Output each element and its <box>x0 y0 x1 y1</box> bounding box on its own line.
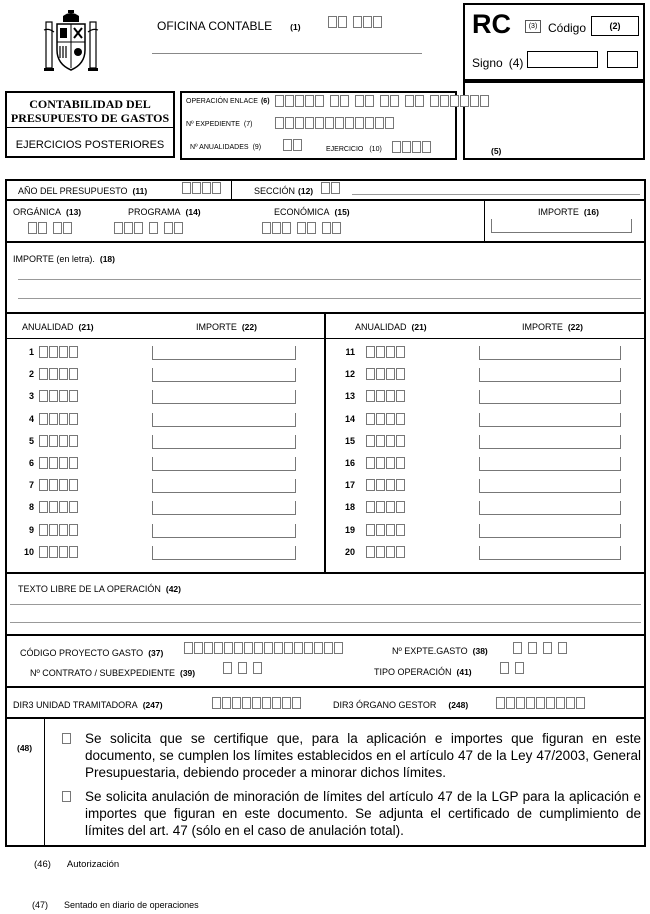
anualidad-cells[interactable] <box>39 546 79 558</box>
anualidad-cells[interactable] <box>366 390 406 402</box>
importe-row-field[interactable] <box>152 346 296 360</box>
coat-of-arms-logo <box>42 10 100 74</box>
importe-row-field[interactable] <box>479 546 621 560</box>
row-number: 14 <box>344 414 355 424</box>
contrato-cells[interactable] <box>223 662 263 674</box>
importe-letra-line-2[interactable] <box>18 298 641 299</box>
anualidad-cells[interactable] <box>39 368 79 380</box>
request-option-1-checkbox[interactable] <box>62 733 71 744</box>
importe-row-field[interactable] <box>479 479 621 493</box>
row-number: 19 <box>344 525 355 535</box>
requests-num: (48) <box>17 743 33 753</box>
annuities-center-divider <box>324 313 326 572</box>
importe-row-field[interactable] <box>479 413 621 427</box>
programa-cells[interactable] <box>114 222 184 234</box>
importe-left-header: IMPORTE (22) <box>196 322 257 332</box>
row-number: 8 <box>28 502 34 512</box>
request-option-1-text: Se solicita que se certifique que, para la aplicación e importes que figuran en este documento, se cumplen los límites establecidos en el artículo 47 de la Ley 47/2003, General Presupuestaria, debiendo proceder a minorar dichos límites. <box>85 731 641 780</box>
requests-divider <box>44 719 45 847</box>
anualidad-cells[interactable] <box>39 479 79 491</box>
autorizacion-row: (46) Autorización <box>34 859 120 870</box>
anualidad-cells[interactable] <box>366 546 406 558</box>
anio-presupuesto-label: AÑO DEL PRESUPUESTO (11) <box>18 186 148 196</box>
anio-presupuesto-cells[interactable] <box>182 182 222 194</box>
expediente-cells[interactable] <box>275 117 395 129</box>
oficina-signature-line <box>152 53 422 54</box>
contrato-label: Nº CONTRATO / SUBEXPEDIENTE (39) <box>30 668 196 678</box>
importe-row-field[interactable] <box>152 413 296 427</box>
row-number: 20 <box>344 547 355 557</box>
row-number: 11 <box>345 347 355 357</box>
anualidad-left-header: ANUALIDAD (21) <box>22 322 94 332</box>
anualidad-cells[interactable] <box>366 368 406 380</box>
anualidad-cells[interactable] <box>39 457 79 469</box>
proyecto-gasto-cells[interactable] <box>184 642 344 654</box>
row-divider-1 <box>5 199 646 201</box>
row-number: 10 <box>23 547 34 557</box>
request-option-2-checkbox[interactable] <box>62 791 71 802</box>
anualidad-cells[interactable] <box>366 413 406 425</box>
row-number: 18 <box>344 502 355 512</box>
organica-cells[interactable] <box>28 222 73 234</box>
ledger-title-line-1: CONTABILIDAD DEL <box>29 97 151 111</box>
ledger-subtitle: EJERCICIOS POSTERIORES <box>15 139 165 151</box>
sentado-row: (47) Sentado en diario de operaciones <box>32 900 199 910</box>
expediente-label: Nº EXPEDIENTE (7) <box>186 121 253 128</box>
importe-letra-label: IMPORTE (en letra). (18) <box>13 254 115 264</box>
importe-row-field[interactable] <box>152 435 296 449</box>
row-number: 12 <box>344 369 355 379</box>
anualidades-label: Nº ANUALIDADES (9) <box>190 144 262 151</box>
row-number: 7 <box>28 480 34 490</box>
proyecto-gasto-label: CÓDIGO PROYECTO GASTO (37) <box>20 648 164 658</box>
importe-row-field[interactable] <box>479 457 621 471</box>
anualidad-cells[interactable] <box>366 346 406 358</box>
importe-row-field[interactable] <box>479 368 621 382</box>
anualidad-cells[interactable] <box>39 435 79 447</box>
importe-row-field[interactable] <box>152 501 296 515</box>
anualidad-cells[interactable] <box>39 524 79 536</box>
row-number: 2 <box>28 369 34 379</box>
oficina-contable-cells[interactable] <box>328 16 383 28</box>
organica-label: ORGÁNICA (13) <box>13 207 82 217</box>
anualidad-cells[interactable] <box>366 435 406 447</box>
codigo-field[interactable]: (2) <box>591 16 639 36</box>
anualidad-cells[interactable] <box>366 501 406 513</box>
anualidad-cells[interactable] <box>39 390 79 402</box>
row-number: 6 <box>28 458 34 468</box>
economica-cells[interactable] <box>262 222 342 234</box>
anualidad-cells[interactable] <box>39 501 79 513</box>
importe-right-header: IMPORTE (22) <box>522 322 583 332</box>
signo-field-1[interactable] <box>527 51 598 68</box>
economica-label: ECONÓMICA (15) <box>274 207 350 217</box>
dir3-organo-label: DIR3 ÓRGANO GESTOR (248) <box>333 700 469 710</box>
signo-label: Signo (4) <box>472 56 524 70</box>
row-divider-4 <box>5 572 646 574</box>
seccion-cells[interactable] <box>321 182 341 194</box>
annuities-header-divider <box>5 338 646 339</box>
importe-column-divider <box>484 199 485 241</box>
programa-label: PROGRAMA (14) <box>128 207 201 217</box>
ejercicio-cells[interactable] <box>392 141 432 153</box>
ledger-title-divider <box>5 127 175 128</box>
oficina-contable-label: OFICINA CONTABLE (1) <box>157 19 301 33</box>
importe-letra-line-1[interactable] <box>18 279 641 280</box>
rc-num-box: (3) <box>525 20 541 33</box>
tipo-operacion-label: TIPO OPERACIÓN (41) <box>374 667 472 677</box>
row-number: 13 <box>344 391 355 401</box>
expte-gasto-cells[interactable] <box>513 642 568 654</box>
tipo-operacion-cells[interactable] <box>500 662 525 674</box>
box-5-num: (5) <box>491 146 502 156</box>
signo-field-2[interactable] <box>607 51 638 68</box>
dir3-unidad-cells[interactable] <box>212 697 302 709</box>
ledger-title-line-2: PRESUPUESTO DE GASTOS <box>10 111 170 125</box>
row-divider-2 <box>5 241 646 243</box>
importe-16-field[interactable] <box>491 219 632 233</box>
seccion-label: SECCIÓN (12) <box>254 186 314 196</box>
importe-row-field[interactable] <box>479 390 621 404</box>
ejercicio-label: EJERCICIO (10) <box>326 146 382 153</box>
row-number: 5 <box>28 436 34 446</box>
importe-row-field[interactable] <box>152 368 296 382</box>
importe-row-field[interactable] <box>152 479 296 493</box>
importe-row-field[interactable] <box>152 524 296 538</box>
importe-row-field[interactable] <box>479 501 621 515</box>
anualidad-right-header: ANUALIDAD (21) <box>355 322 427 332</box>
row-number: 3 <box>28 391 34 401</box>
importe-row-field[interactable] <box>479 435 621 449</box>
row-number: 15 <box>344 436 355 446</box>
op-enlace-cells[interactable] <box>275 95 490 107</box>
importe-16-label: IMPORTE (16) <box>538 207 599 217</box>
rc-title: RC <box>472 9 511 39</box>
texto-libre-line-2[interactable] <box>10 622 641 623</box>
importe-row-field[interactable] <box>152 457 296 471</box>
op-enlace-label: OPERACIÓN ENLACE (6) <box>186 98 270 105</box>
anualidad-cells[interactable] <box>366 479 406 491</box>
row-number: 17 <box>344 480 355 490</box>
expte-gasto-label: Nº EXPTE.GASTO (38) <box>392 646 488 656</box>
row-divider-5 <box>5 634 646 636</box>
importe-row-field[interactable] <box>152 546 296 560</box>
importe-row-field[interactable] <box>152 390 296 404</box>
texto-libre-line-1[interactable] <box>10 604 641 605</box>
request-option-2-text: Se solicita anulación de minoración de límites del artículo 47 de la LGP para la aplicación e importes que figuran en este documento. Se adjunta el certificado de cumplimiento de límites del art. 47 (sólo en el caso de anulación total). <box>85 789 641 838</box>
anualidad-cells[interactable] <box>366 457 406 469</box>
row-number: 16 <box>344 458 355 468</box>
anio-seccion-divider <box>231 179 232 199</box>
row-divider-6 <box>5 686 646 688</box>
importe-row-field[interactable] <box>479 524 621 538</box>
importe-row-field[interactable] <box>479 346 621 360</box>
anualidades-cells[interactable] <box>283 139 303 151</box>
texto-libre-label: TEXTO LIBRE DE LA OPERACIÓN (42) <box>18 584 181 594</box>
row-number: 4 <box>28 414 34 424</box>
anualidad-cells[interactable] <box>366 524 406 536</box>
row-number: 1 <box>28 347 34 357</box>
row-number: 9 <box>28 525 34 535</box>
seccion-line <box>352 194 640 195</box>
dir3-unidad-label: DIR3 UNIDAD TRAMITADORA (247) <box>13 700 163 710</box>
anualidad-cells[interactable] <box>39 413 79 425</box>
dir3-organo-cells[interactable] <box>496 697 586 709</box>
codigo-label: Código <box>548 21 587 35</box>
anualidad-cells[interactable] <box>39 346 79 358</box>
